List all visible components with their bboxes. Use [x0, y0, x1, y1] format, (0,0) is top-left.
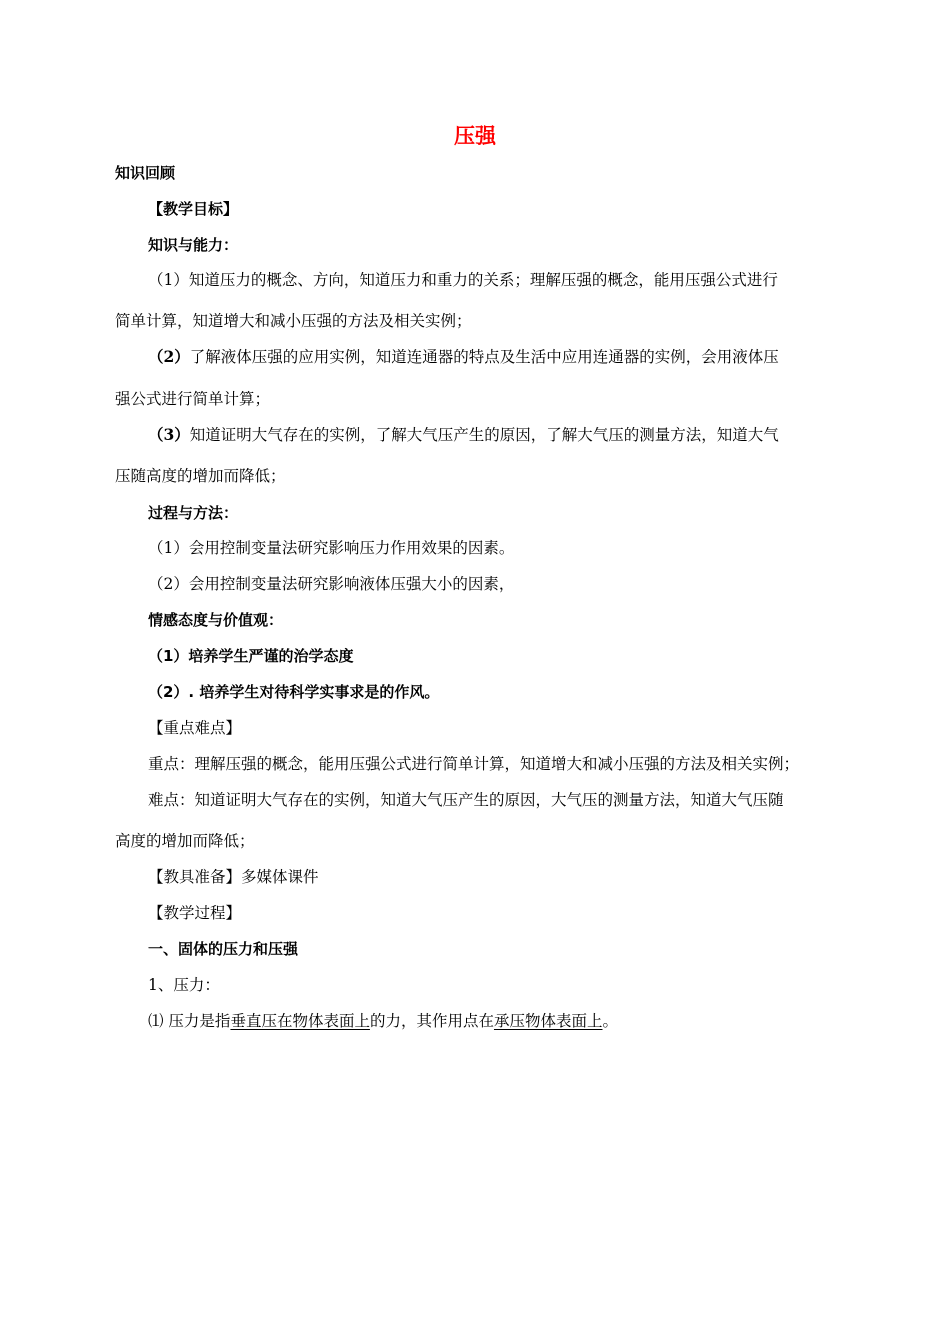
- knowledge-item-2-number: （2）: [148, 347, 190, 366]
- goals-heading: 【教学目标】: [148, 200, 239, 218]
- teaching-aids-label: 【教具准备】: [148, 868, 242, 886]
- definition-underlined-1: 垂直压在物体表面上: [230, 1012, 370, 1030]
- knowledge-item-2-line-1: [148, 347, 779, 367]
- knowledge-item-3-line-1: [148, 425, 779, 445]
- knowledge-heading: 知识与能力：: [148, 236, 239, 254]
- section-1-heading: 一、固体的压力和压强: [148, 940, 299, 958]
- review-heading: 知识回顾: [115, 164, 176, 182]
- knowledge-item-2-line-2: 强公式进行简单计算；: [115, 390, 271, 408]
- definition-middle: 的力，其作用点在: [369, 1012, 494, 1030]
- process-item-2: （2）会用控制变量法研究影响液体压强大小的因素，: [148, 575, 515, 593]
- pressure-definition: [148, 1011, 618, 1031]
- teaching-aids-value: 多媒体课件: [241, 868, 319, 886]
- teaching-aids: [148, 867, 319, 887]
- process-item-1: （1）会用控制变量法研究影响压力作用效果的因素。: [148, 539, 515, 557]
- emotion-item-2: （2）. 培养学生对待科学实事求是的作风。: [148, 683, 440, 701]
- definition-prefix: ⑴ 压力是指: [148, 1012, 231, 1030]
- definition-underlined-2: 承压物体表面上: [493, 1012, 603, 1030]
- knowledge-item-3-line-2: 压随高度的增加而降低；: [115, 467, 286, 485]
- difficulty-line-1: 难点：知道证明大气存在的实例，知道大气压产生的原因，大气压的测量方法，知道大气压随: [148, 791, 784, 809]
- difficulty-line-2: 高度的增加而降低；: [115, 832, 255, 850]
- pressure-force-item: 1、压力：: [148, 976, 220, 994]
- key-difficulty-heading: 【重点难点】: [148, 719, 242, 737]
- knowledge-item-1-line-2: 简单计算，知道增大和减小压强的方法及相关实例；: [115, 312, 472, 330]
- knowledge-item-1-line-1: （1）知道压力的概念、方向，知道压力和重力的关系；理解压强的概念，能用压强公式进行: [148, 271, 778, 289]
- knowledge-item-3-number: （3）: [148, 425, 190, 444]
- process-heading: 过程与方法：: [148, 504, 239, 522]
- key-point: 重点：理解压强的概念，能用压强公式进行简单计算，知道增大和减小压强的方法及相关实例；: [148, 755, 800, 773]
- emotion-item-1: （1）培养学生严谨的治学态度: [148, 647, 354, 665]
- knowledge-item-2-text: 了解液体压强的应用实例，知道连通器的特点及生活中应用连通器的实例，会用液体压: [189, 348, 779, 366]
- page-title: 压强: [454, 124, 496, 148]
- definition-end: 。: [602, 1012, 618, 1030]
- teaching-process-heading: 【教学过程】: [148, 904, 242, 922]
- emotion-heading: 情感态度与价值观：: [148, 611, 284, 629]
- knowledge-item-3-text: 知道证明大气存在的实例，了解大气压产生的原因，了解大气压的测量方法，知道大气: [189, 426, 779, 444]
